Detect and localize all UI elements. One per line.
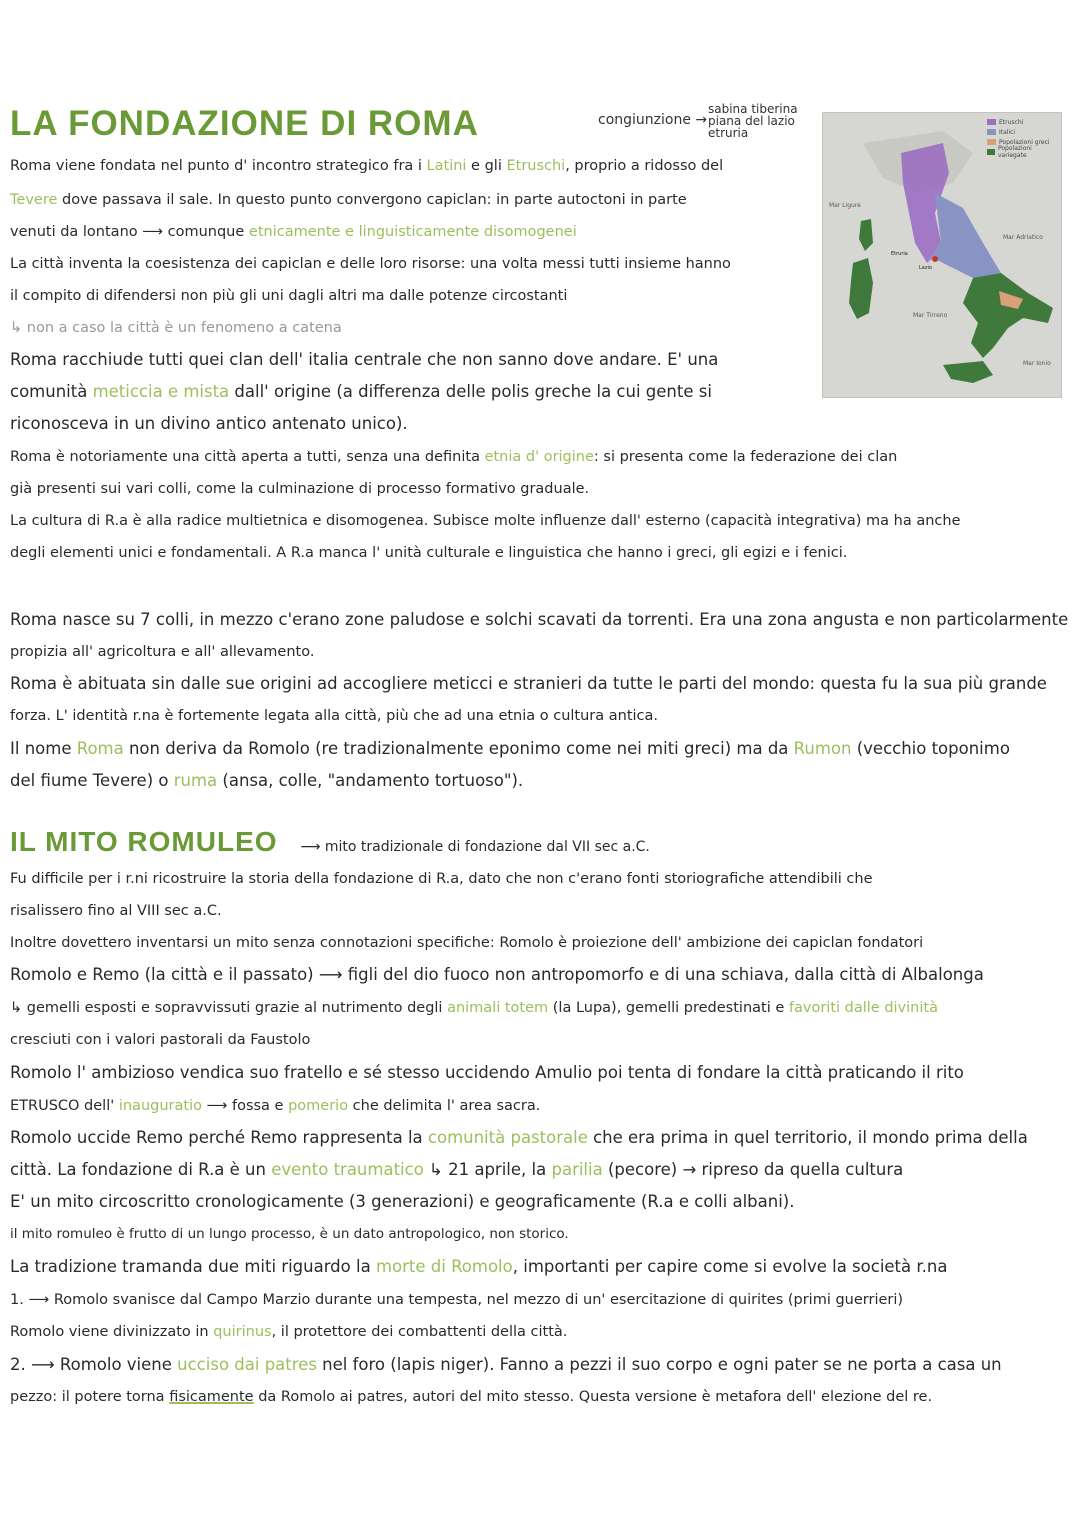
text-line xyxy=(10,1030,1078,1050)
text-segment: La tradizione tramanda due miti riguardo la xyxy=(10,1257,376,1276)
text-line xyxy=(10,447,1078,467)
text-segment: (la Lupa), gemelli predestinati e xyxy=(548,1000,789,1016)
map-place-label: Lazio xyxy=(919,265,932,271)
highlighted-term: inauguratio xyxy=(118,1098,202,1114)
legend-item: Italici xyxy=(987,127,1055,137)
text-segment: Roma racchiude tutti quei clan dell' italia centrale che non sanno dove andare. E' una xyxy=(10,350,719,369)
text-line xyxy=(10,610,1078,630)
text-segment: (pecore) → ripreso da quella cultura xyxy=(602,1160,904,1179)
text-segment: ⟶ fossa e xyxy=(201,1098,289,1114)
text-segment: città. La fondazione di R.a è un xyxy=(10,1160,272,1179)
highlighted-term: comunità pastorale xyxy=(427,1128,588,1147)
text-segment: Romolo uccide Remo perché Remo rappresenta la xyxy=(10,1128,428,1147)
text-segment: non deriva da Romolo (re tradizionalmente eponimo come nei miti greci) ma da xyxy=(123,739,794,758)
text-line xyxy=(10,1128,1078,1148)
text-segment: già presenti sui vari colli, come la culminazione di processo formativo graduale. xyxy=(10,481,590,497)
text-segment: E' un mito circoscritto cronologicamente (3 generazioni) e geograficamente (R.a e colli albani). xyxy=(10,1192,795,1211)
text-line xyxy=(10,706,1078,726)
map-sea-label: Mar Tirreno xyxy=(913,312,948,319)
page-title: LA FONDAZIONE DI ROMA xyxy=(10,104,479,143)
text-segment: venuti da lontano ⟶ comunque xyxy=(10,224,249,240)
text-line xyxy=(10,1160,1078,1180)
highlighted-term: ruma xyxy=(173,771,218,790)
text-line xyxy=(10,1096,1078,1116)
section-title-text: IL MITO ROMULEO xyxy=(10,826,278,857)
text-segment: (ansa, colle, "andamento tortuoso"). xyxy=(217,771,524,790)
highlighted-term: animali totem xyxy=(447,1000,549,1016)
highlighted-term: quirinus xyxy=(213,1324,272,1340)
text-line xyxy=(10,901,1078,921)
highlighted-term: parilia xyxy=(551,1160,603,1179)
highlighted-term: evento traumatico xyxy=(271,1160,424,1179)
text-line xyxy=(10,286,820,306)
text-segment: , proprio a ridosso del xyxy=(565,158,724,174)
highlighted-term: Rumon xyxy=(793,739,852,758)
text-line xyxy=(10,933,1078,953)
text-segment: : si presenta come la federazione dei clan xyxy=(593,449,898,465)
text-segment: propizia all' agricoltura e all' allevamento. xyxy=(10,644,315,660)
text-segment: degli elementi unici e fondamentali. A R.a manca l' unità culturale e linguistica che hanno i greci, gli egizi e i fenici. xyxy=(10,545,848,561)
conjunction-item: etruria xyxy=(708,126,749,140)
text-segment: Fu difficile per i r.ni ricostruire la storia della fondazione di R.a, dato che non c'erano fonti storiografiche attendibili che xyxy=(10,871,873,887)
text-segment: 1. ⟶ Romolo svanisce dal Campo Marzio durante una tempesta, nel mezzo di un' esercitazione di quirites (primi guerrieri) xyxy=(10,1292,904,1308)
text-line xyxy=(10,965,1078,985)
text-segment: La cultura di R.a è alla radice multietnica e disomogenea. Subisce molte influenze dall' esterno (capacità integrativa) ma ha anche xyxy=(10,513,961,529)
text-segment: riconosceva in un divino antico antenato unico). xyxy=(10,414,408,433)
text-segment: dove passava il sale. In questo punto convergono capiclan: in parte autoctoni in parte xyxy=(57,192,687,208)
highlighted-term: pomerio xyxy=(288,1098,349,1114)
text-line xyxy=(10,998,1078,1018)
text-line xyxy=(10,739,1078,759)
text-segment: Il nome xyxy=(10,739,77,758)
text-segment: 2. ⟶ Romolo viene xyxy=(10,1355,178,1374)
italy-map-image xyxy=(822,112,1062,398)
text-line xyxy=(10,674,1078,694)
section-title-note: ⟶ mito tradizionale di fondazione dal VII sec a.C. xyxy=(300,839,650,855)
highlighted-term: etnia d' origine xyxy=(484,449,594,465)
text-segment: risalissero fino al VIII sec a.C. xyxy=(10,903,222,919)
text-segment: pezzo: il potere torna xyxy=(10,1389,170,1405)
highlighted-term: Latini xyxy=(426,158,467,174)
text-segment: Romolo l' ambizioso vendica suo fratello e sé stesso uccidendo Amulio poi tenta di fondare la città praticando il rito xyxy=(10,1063,964,1082)
conjunction-item: sabina tiberina xyxy=(708,102,798,116)
text-segment: Romolo viene divinizzato in xyxy=(10,1324,214,1340)
text-line xyxy=(10,1290,1078,1310)
text-line xyxy=(10,642,1078,662)
text-segment: ETRUSCO dell' xyxy=(10,1098,119,1114)
highlighted-term: Etruschi xyxy=(506,158,566,174)
highlighted-term: Roma xyxy=(76,739,124,758)
text-line xyxy=(10,1257,1078,1277)
text-segment: cresciuti con i valori pastorali da Faustolo xyxy=(10,1032,311,1048)
text-line xyxy=(10,1387,1078,1407)
text-line xyxy=(10,1224,1078,1244)
text-segment: Romolo e Remo (la città e il passato) ⟶ figli del dio fuoco non antropomorfo e di una schiava, dalla città di Albalonga xyxy=(10,965,984,984)
legend-item: Popolazioni variegate xyxy=(987,147,1055,157)
text-segment: il mito romuleo è frutto di un lungo processo, è un dato antropologico, non storico. xyxy=(10,1226,569,1242)
highlighted-term: fisicamente xyxy=(169,1389,254,1405)
highlighted-term: favoriti dalle divinità xyxy=(788,1000,938,1016)
map-place-label: Etruria xyxy=(891,251,908,257)
text-segment: il compito di difendersi non più gli uni dagli altri ma dalle potenze circostanti xyxy=(10,288,568,304)
text-line xyxy=(10,1063,1078,1083)
text-line xyxy=(10,254,820,274)
text-segment: e gli xyxy=(466,158,507,174)
text-segment: comunità xyxy=(10,382,93,401)
map-legend xyxy=(987,117,1055,157)
conjunction-label: congiunzione → xyxy=(598,112,708,128)
text-segment: Roma è notoriamente una città aperta a tutti, senza una definita xyxy=(10,449,485,465)
map-sea-label: Mar Ligure xyxy=(829,202,861,209)
text-segment: , il protettore dei combattenti della città. xyxy=(271,1324,568,1340)
text-line xyxy=(10,318,820,338)
text-segment: Roma nasce su 7 colli, in mezzo c'erano zone paludose e solchi scavati da torrenti. Era una zona angusta e non particolarmente xyxy=(10,610,1069,629)
text-segment: Inoltre dovettero inventarsi un mito senza connotazioni specifiche: Romolo è proiezione dell' ambizione dei capiclan fondatori xyxy=(10,935,924,951)
highlighted-term: meticcia e mista xyxy=(92,382,230,401)
legend-item: Popolazioni greci xyxy=(987,137,1055,147)
text-line xyxy=(10,869,1078,889)
text-segment: (vecchio toponimo xyxy=(851,739,1010,758)
text-line xyxy=(10,222,820,242)
text-segment: , importanti per capire come si evolve la società r.na xyxy=(512,1257,948,1276)
text-segment: Roma viene fondata nel punto d' incontro strategico fra i xyxy=(10,158,427,174)
text-segment: ↳ non a caso la città è un fenomeno a catena xyxy=(10,320,342,336)
highlighted-term: etnicamente e linguisticamente disomogenei xyxy=(248,224,577,240)
text-line xyxy=(10,771,1078,791)
highlighted-term: ucciso dai patres xyxy=(177,1355,317,1374)
text-segment: del fiume Tevere) o xyxy=(10,771,174,790)
conjunction-item: piana del lazio xyxy=(708,114,795,128)
map-sea-label: Mar Adriatico xyxy=(1003,234,1043,241)
section-title-mito xyxy=(10,826,650,858)
text-line xyxy=(10,1355,1078,1375)
text-line xyxy=(10,543,1078,563)
text-line xyxy=(10,479,1078,499)
text-segment: dall' origine (a differenza delle polis greche la cui gente si xyxy=(229,382,712,401)
highlighted-term: morte di Romolo xyxy=(375,1257,513,1276)
legend-item: Etruschi xyxy=(987,117,1055,127)
text-line xyxy=(10,382,820,402)
text-line xyxy=(10,156,820,176)
text-segment: da Romolo ai patres, autori del mito stesso. Questa versione è metafora dell' elezione del re. xyxy=(253,1389,933,1405)
text-segment: nel foro (lapis niger). Fanno a pezzi il suo corpo e ogni pater se ne porta a casa un xyxy=(316,1355,1002,1374)
text-line xyxy=(10,414,820,434)
text-segment: che delimita l' area sacra. xyxy=(348,1098,541,1114)
text-line xyxy=(10,350,820,370)
map-sea-label: Mar Ionio xyxy=(1023,360,1051,367)
text-line xyxy=(10,1322,1078,1342)
text-line xyxy=(10,511,1078,531)
text-segment: Roma è abituata sin dalle sue origini ad accogliere meticci e stranieri da tutte le parti del mondo: questa fu la sua più grande xyxy=(10,674,1047,693)
text-segment: ↳ gemelli esposti e sopravvissuti grazie al nutrimento degli xyxy=(10,1000,448,1016)
text-segment: La città inventa la coesistenza dei capiclan e delle loro risorse: una volta messi tutti insieme hanno xyxy=(10,256,731,272)
text-segment: ↳ 21 aprile, la xyxy=(423,1160,552,1179)
text-line xyxy=(10,190,820,210)
highlighted-term: Tevere xyxy=(10,192,58,208)
text-segment: che era prima in quel territorio, il mondo prima della xyxy=(587,1128,1028,1147)
text-line xyxy=(10,1192,1078,1212)
conjunction-list xyxy=(708,103,798,139)
text-segment: forza. L' identità r.na è fortemente legata alla città, più che ad una etnia o cultura antica. xyxy=(10,708,659,724)
